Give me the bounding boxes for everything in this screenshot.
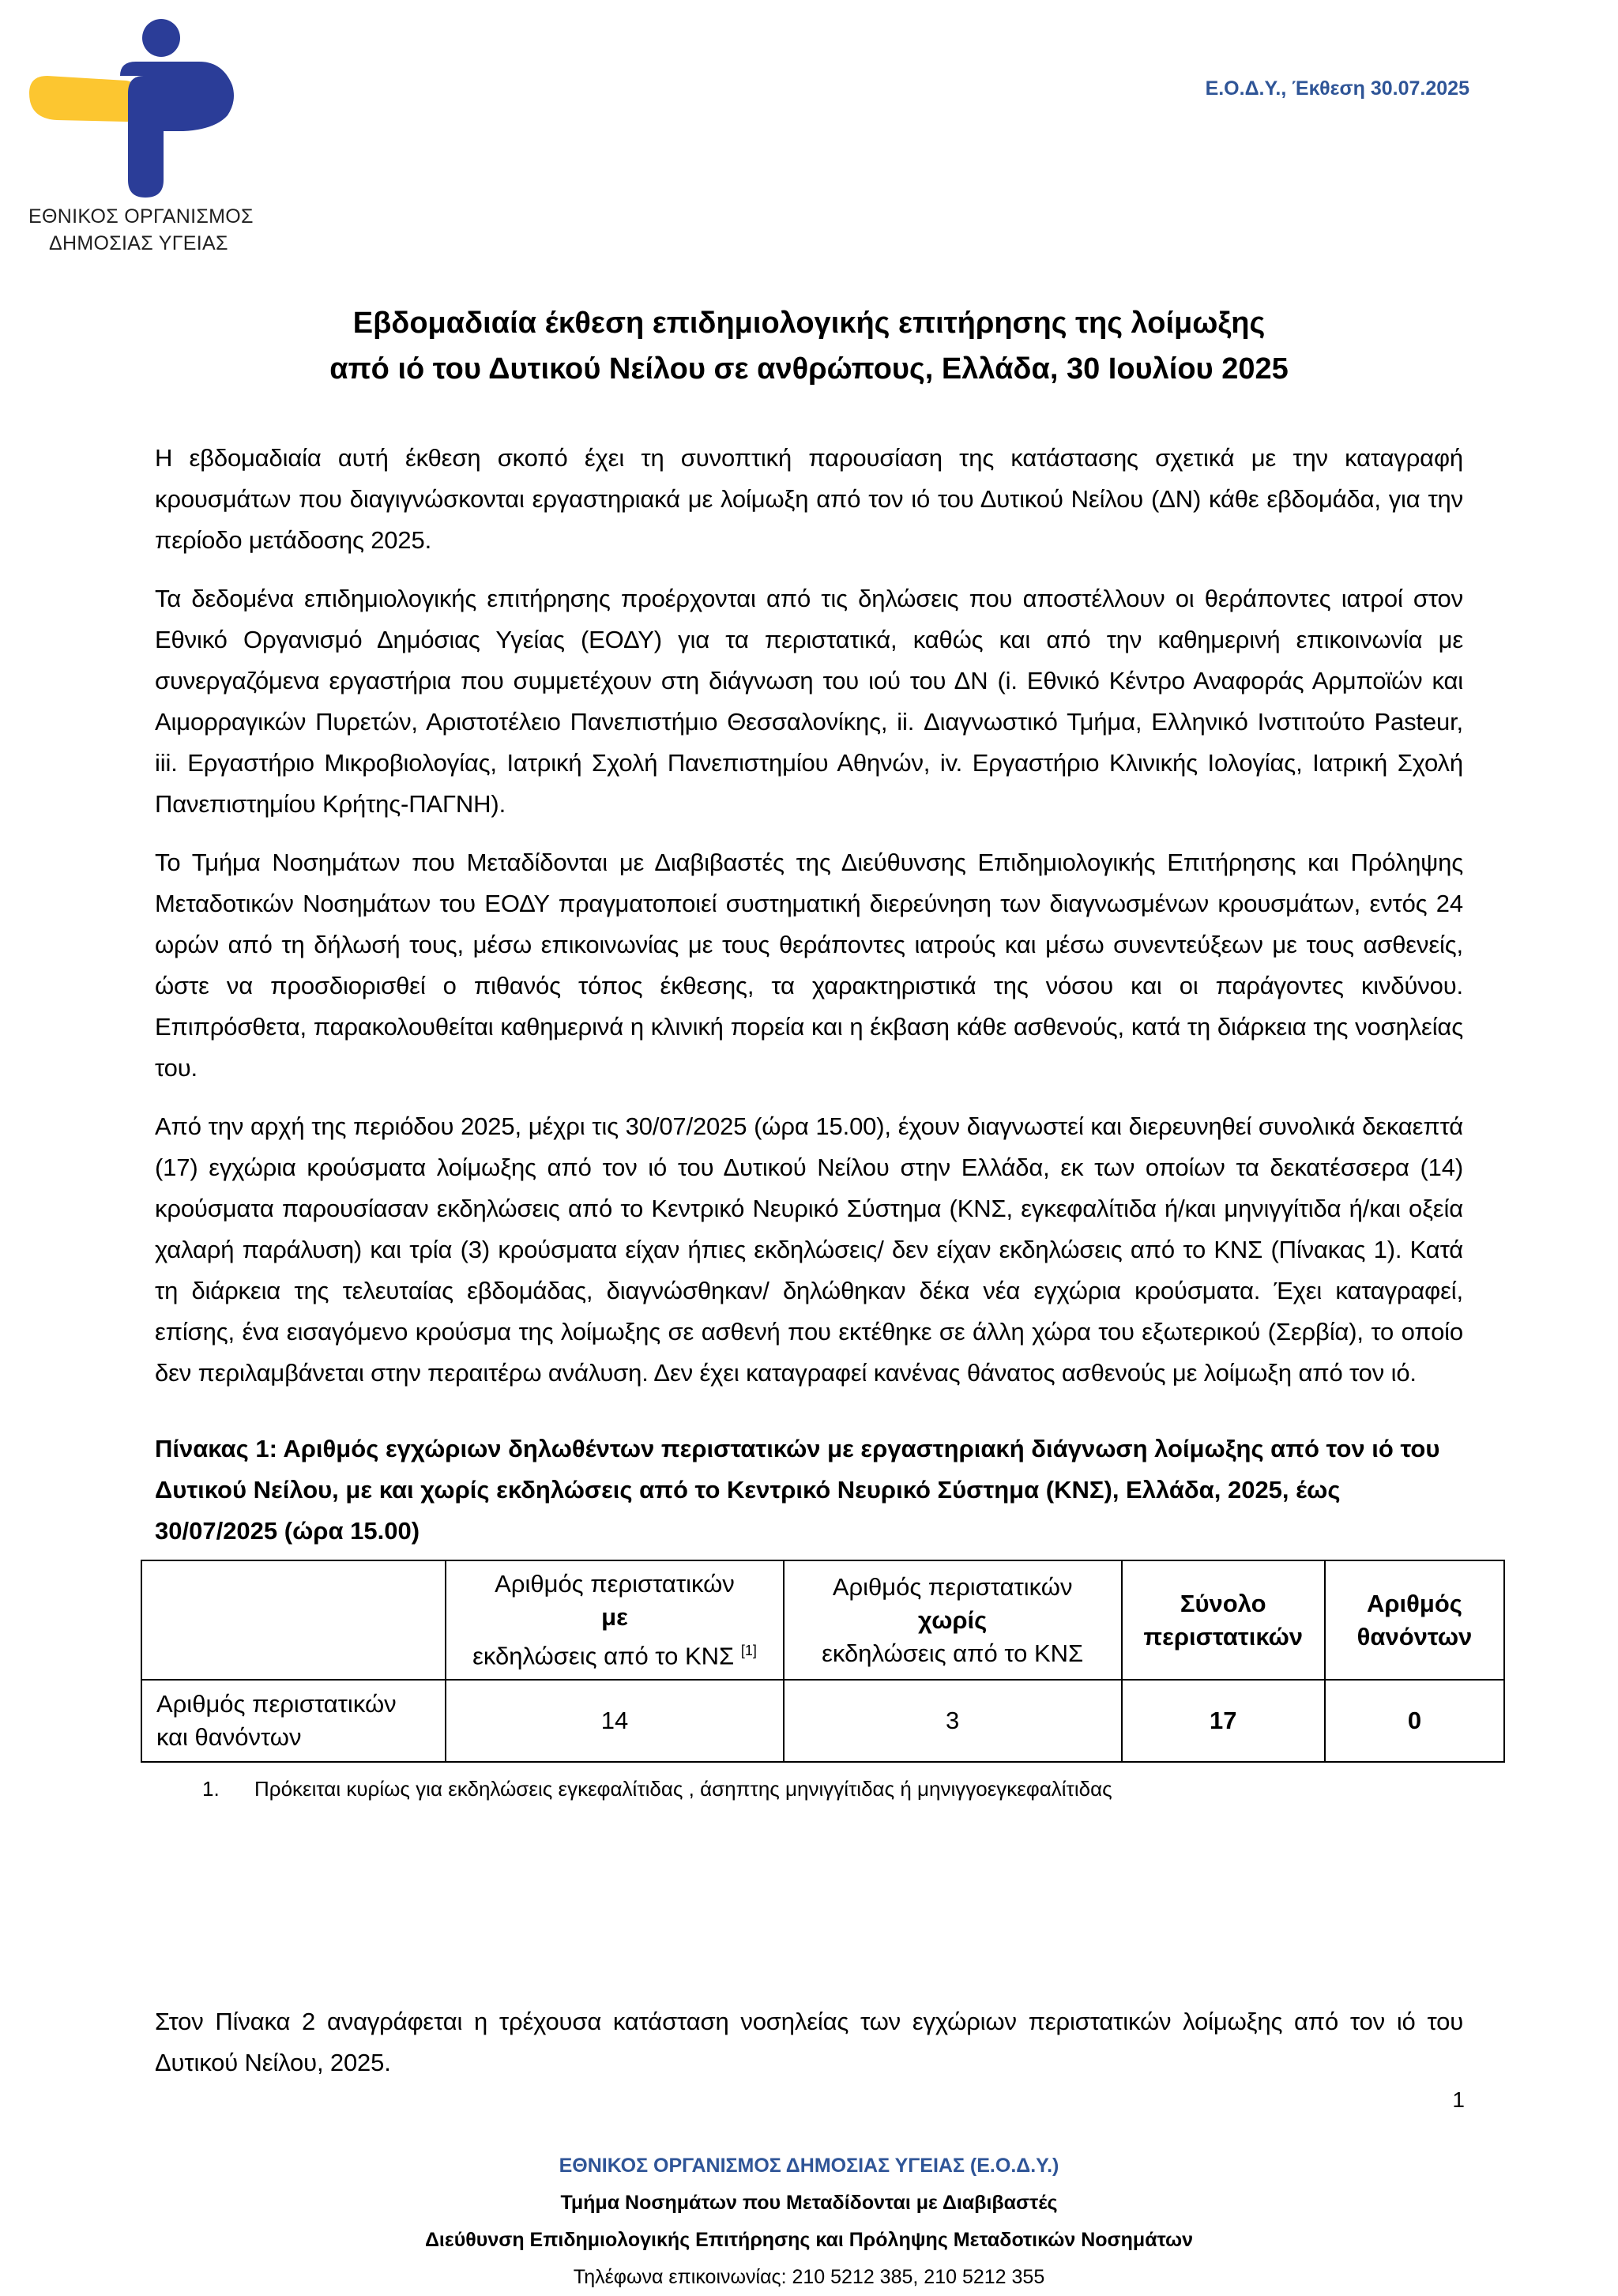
header-total-line2: περιστατικών <box>1143 1622 1304 1650</box>
table1-header-with-cns <box>446 1560 784 1680</box>
eody-logo-mark-icon <box>25 14 254 204</box>
paragraph-intro: Η εβδομαδιαία αυτή έκθεση σκοπό έχει τη συνοπτική παρουσίαση της κατάστασης σχετικά με την καταγραφή κρουσμάτων που διαγιγνώσκονται εργαστηριακά με λοίμωξη από τον ιό του Δυτικού Νείλου (ΔΝ) κάθε εβδομάδα, για την περίοδο μετάδοσης 2025. <box>155 444 1463 554</box>
title-line-1: Εβδομαδιαία έκθεση επιδημιολογικής επιτήρησης της λοίμωξης <box>352 307 1266 340</box>
logo-text-line1: ΕΘΝΙΚΟΣ ΟΡΓΑΝΙΣΜΟΣ <box>28 205 254 228</box>
table1-cell-total: 17 <box>1122 1680 1325 1762</box>
eody-logo <box>25 14 254 267</box>
table1-caption: Πίνακας 1: Αριθμός εγχώριων δηλωθέντων περιστατικών με εργαστηριακή διάγνωση λοίμωξης από τον ιό του Δυτικού Νείλου, με και χωρίς εκδηλώσεις από το Κεντρικό Νευρικό Σύστημα (ΚΝΣ), Ελλάδα, 2025, έως 30/07/2025 (ώρα 15.00) <box>155 1435 1440 1545</box>
header-without-cns-line1: Αριθμός περιστατικών <box>832 1572 1073 1601</box>
paragraph-data-sources: Τα δεδομένα επιδημιολογικής επιτήρησης προέρχονται από τις δηλώσεις που αποστέλλουν οι θεράποντες ιατροί στον Εθνικό Οργανισμό Δημόσιας Υγείας (ΕΟΔΥ) για τα περιστατικά, καθώς και από την καθημερινή επικοινωνία με συνεργαζόμενα εργαστήρια που συμμετέχουν στη διάγνωση του ιού του ΔΝ (i. Εθνικό Κέντρο Αναφοράς Αρμποϊών και Αιμορραγικών Πυρετών, Αριστοτέλειο Πανεπιστήμιο Θεσσαλονίκης, ii. Διαγνωστικό Τμήμα, Ελληνικό Ινστιτούτο Pasteur, iii. Εργαστήριο Μικροβιολογίας, Ιατρική Σχολή Πανεπιστημίου Αθηνών, iv. Εργαστήριο Κλινικής Ιολογίας, Ιατρική Σχολή Πανεπιστημίου Κρήτης-ΠΑΓΝΗ). <box>155 585 1463 818</box>
table1-cell-without-cns: 3 <box>784 1680 1122 1762</box>
main-content <box>155 438 1473 1802</box>
footer-phones: Τηλέφωνα επικοινωνίας: 210 5212 385, 210 5212 355 <box>573 2266 1045 2288</box>
logo-text-line2: ΔΗΜΟΣΙΑΣ ΥΓΕΙΑΣ <box>49 232 228 254</box>
table1-footnote <box>155 1775 1463 1802</box>
footnote-text: Πρόκειται κυρίως για εκδηλώσεις εγκεφαλίτιδας , άσηπτης μηνιγγίτιδας ή μηνιγγοεγκεφαλίτιδας <box>254 1777 1112 1801</box>
paragraph-cases-summary: Από την αρχή της περιόδου 2025, μέχρι τις 30/07/2025 (ώρα 15.00), έχουν διαγνωστεί και διερευνηθεί συνολικά δεκαεπτά (17) εγχώρια κρούσματα λοίμωξης από τον ιό του Δυτικού Νείλου στην Ελλάδα, εκ των οποίων τα δεκατέσσερα (14) κρούσματα παρουσίασαν εκδηλώσεις από το Κεντρικό Νευρικό Σύστημα (ΚΝΣ, εγκεφαλίτιδα ή/και μηνιγγίτιδα ή/και οξεία χαλαρή παράλυση) και τρία (3) κρούσματα είχαν ήπιες εκδηλώσεις/ δεν είχαν εκδηλώσεις από το ΚΝΣ (Πίνακας 1). Κατά τη διάρκεια της τελευταίας εβδομάδας, διαγνώσθηκαν/ δηλώθηκαν δέκα νέα εγχώρια κρούσματα. Έχει καταγραφεί, επίσης, ένα εισαγόμενο κρούσμα της λοίμωξης σε ασθενή που εκτέθηκε σε άλλη χώρα του εξωτερικού (Σερβία), το οποίο δεν περιλαμβάνεται στην περαιτέρω ανάλυση. Δεν έχει καταγραφεί κανένας θάνατος ασθενούς με λοίμωξη από τον ιό. <box>155 1112 1463 1387</box>
table1-header-deaths <box>1325 1560 1504 1680</box>
header-with-cns-line2: με <box>601 1603 628 1631</box>
header-with-cns-line1: Αριθμός περιστατικών <box>495 1570 735 1598</box>
header-with-cns-line3 <box>454 1634 775 1673</box>
header-with-cns-line3-text: εκδηλώσεις από το ΚΝΣ <box>472 1642 735 1670</box>
paragraph-investigation: Το Τμήμα Νοσημάτων που Μεταδίδονται με Διαβιβαστές της Διεύθυνσης Επιδημιολογικής Επιτήρησης και Πρόληψης Μεταδοτικών Νοσημάτων του ΕΟΔΥ πραγματοποιεί συστηματική διερεύνηση των διαγνωσμένων κρουσμάτων, εντός 24 ωρών από τη δήλωσή τους, μέσω επικοινωνίας με τους θεράποντες ιατρούς και μέσω συνεντεύξεων με τους ασθενείς, ώστε να προσδιορισθεί ο πιθανός τόπος έκθεσης, τα χαρακτηριστικά της νόσου και οι παράγοντες κινδύνου. Επιπρόσθετα, παρακολουθείται καθημερινά η κλινική πορεία και η έκβαση κάθε ασθενούς, κατά τη διάρκεια της νοσηλείας του. <box>155 849 1463 1082</box>
footer-directorate: Διεύθυνση Επιδημιολογικής Επιτήρησης και Πρόληψης Μεταδοτικών Νοσημάτων <box>424 2229 1194 2251</box>
row-label-line2: και θανόντων <box>156 1723 302 1752</box>
footer-department: Τμήμα Νοσημάτων που Μεταδίδονται με Διαβιβαστές <box>560 2192 1058 2214</box>
row-label-line1: Αριθμός περιστατικών <box>156 1690 397 1718</box>
header-deaths-line1: Αριθμός <box>1366 1589 1462 1617</box>
table1-header-row <box>141 1560 1504 1680</box>
table1-empty-header-cell <box>141 1560 446 1680</box>
table-row <box>141 1680 1504 1762</box>
table1-header-without-cns <box>784 1560 1122 1680</box>
after-table-paragraph <box>155 2001 1463 2101</box>
footnote-number: 1. <box>202 1777 220 1801</box>
footer-org-name: ΕΘΝΙΚΟΣ ΟΡΓΑΝΙΣΜΟΣ ΔΗΜΟΣΙΑΣ ΥΓΕΙΑΣ (Ε.Ο.Δ.Υ.) <box>559 2155 1059 2177</box>
table1-row-label <box>141 1680 446 1762</box>
table1-header-total <box>1122 1560 1325 1680</box>
footnote-marker: [1] <box>740 1643 757 1658</box>
table1-cell-deaths: 0 <box>1325 1680 1504 1762</box>
table1 <box>141 1560 1505 1763</box>
header-without-cns-line2: χωρίς <box>918 1605 988 1634</box>
header-total-line1: Σύνολο <box>1180 1589 1266 1617</box>
page-footer <box>0 2147 1618 2296</box>
header-report-reference: Ε.Ο.Δ.Υ., Έκθεση 30.07.2025 <box>1205 77 1469 100</box>
table1-cell-with-cns: 14 <box>446 1680 784 1762</box>
paragraph-table2-intro: Στον Πίνακα 2 αναγράφεται η τρέχουσα κατάσταση νοσηλείας των εγχώριων περιστατικών λοίμωξης από τον ιό του Δυτικού Νείλου, 2025. <box>155 2008 1463 2076</box>
title-line-2: από ιό του Δυτικού Νείλου σε ανθρώπους, Ελλάδα, 30 Ιουλίου 2025 <box>329 352 1289 386</box>
header-without-cns-line3: εκδηλώσεις από το ΚΝΣ <box>822 1639 1084 1667</box>
header-deaths-line2: θανόντων <box>1356 1622 1473 1650</box>
page-number: 1 <box>1452 2087 1465 2112</box>
document-title <box>155 300 1463 392</box>
